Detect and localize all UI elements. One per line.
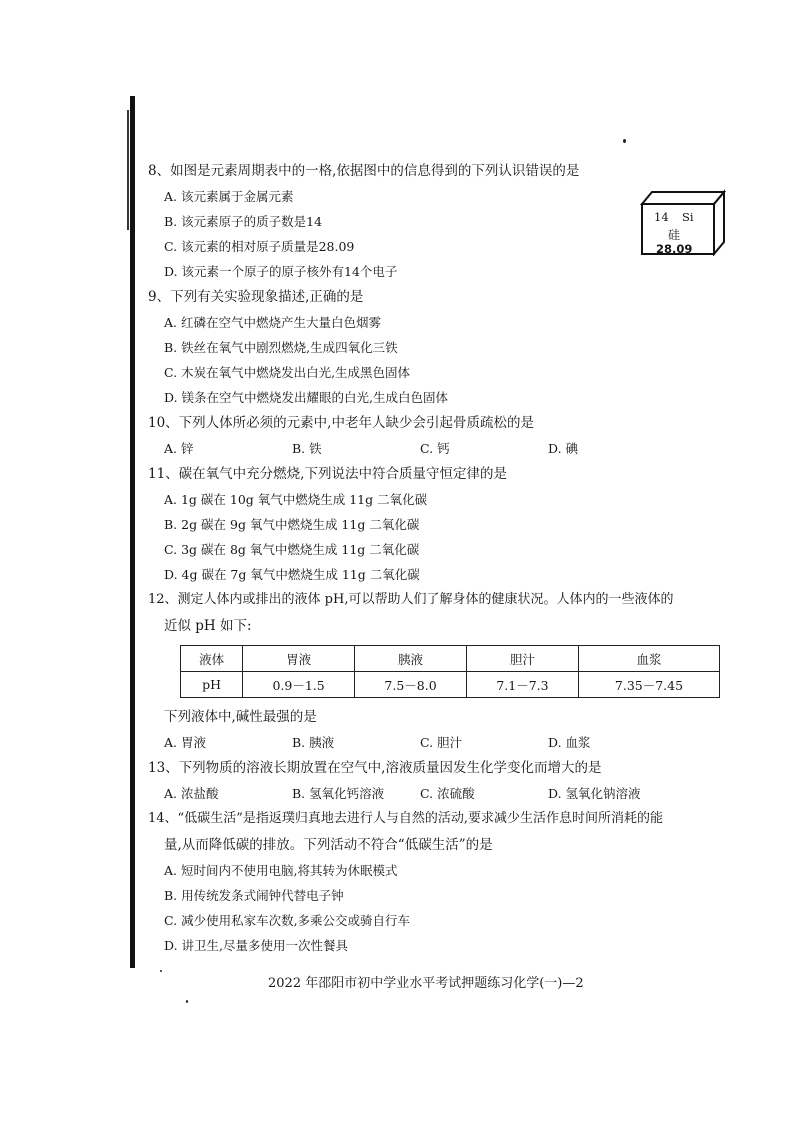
table-header-cell: 液体 <box>181 646 243 672</box>
option-a: A. 该元素属于金属元素 <box>164 189 294 204</box>
option-d: D. 血浆 <box>548 735 591 750</box>
scan-speck <box>623 139 626 143</box>
element-symbol: Si <box>682 210 694 224</box>
option-a: A. 1g 碳在 10g 氧气中燃烧生成 11g 二氧化碳 <box>164 492 428 507</box>
question-8 <box>148 158 738 284</box>
scan-speck <box>160 970 162 972</box>
page-footer: 2022 年邵阳市初中学业水平考试押题练习化学(一)—2 <box>268 976 584 991</box>
option-c: C. 该元素的相对原子质量是28.09 <box>164 239 355 254</box>
option-b: B. 胰液 <box>292 735 335 750</box>
question-9-stem: 9、下列有关实验现象描述,正确的是 <box>148 289 364 305</box>
option-c: C. 减少使用私家车次数,多乘公交或骑自行车 <box>164 913 411 928</box>
question-13-options <box>148 781 738 806</box>
question-14-stem-line1: 14、“低碳生活”是指返璞归真地去进行人与自然的活动,要求减少生活作息时间所消耗的能 <box>148 811 663 826</box>
question-10 <box>148 410 738 461</box>
question-14-stem-line2: 量,从而降低碳的排放。下列活动不符合“低碳生活”的是 <box>164 837 493 853</box>
question-10-options <box>148 436 738 461</box>
option-a: A. 短时间内不使用电脑,将其转为休眠模式 <box>164 863 398 878</box>
question-10-stem: 10、下列人体所必须的元素中,中老年人缺少会引起骨质疏松的是 <box>148 415 534 431</box>
question-11-options <box>148 487 738 587</box>
option-d: D. 该元素一个原子的原子核外有14个电子 <box>164 264 398 279</box>
table-cell: 7.1－7.3 <box>467 672 579 698</box>
question-12-options <box>148 730 738 755</box>
table-cell: 7.35－7.45 <box>578 672 719 698</box>
option-d: D. 4g 碳在 7g 氧气中燃烧生成 11g 二氧化碳 <box>164 567 420 582</box>
option-b: B. 该元素原子的质子数是14 <box>164 214 323 229</box>
option-c: C. 木炭在氧气中燃烧发出白光,生成黑色固体 <box>164 365 411 380</box>
option-c: C. 浓硫酸 <box>420 786 475 801</box>
option-a: A. 浓盐酸 <box>164 786 219 801</box>
scan-speck <box>186 1000 188 1003</box>
table-header-cell: 胰液 <box>355 646 467 672</box>
table-cell: 7.5－8.0 <box>355 672 467 698</box>
option-a: A. 胃液 <box>164 735 206 750</box>
question-9-options <box>148 310 738 410</box>
question-11-stem: 11、碳在氧气中充分燃烧,下列说法中符合质量守恒定律的是 <box>148 466 507 482</box>
question-12-stem-line1: 12、测定人体内或排出的液体 pH,可以帮助人们了解身体的健康状况。人体内的一些液体的 <box>148 592 674 607</box>
option-b: B. 铁 <box>292 441 322 456</box>
table-header-cell: 血浆 <box>578 646 719 672</box>
question-13 <box>148 755 738 806</box>
table-header-row <box>181 646 720 672</box>
table-cell: pH <box>181 672 243 698</box>
option-c: C. 胆汁 <box>420 735 463 750</box>
question-12-stem-line2: 近似 pH 如下: <box>164 618 252 634</box>
question-14-options <box>148 858 738 958</box>
table-header-cell: 胃液 <box>243 646 355 672</box>
element-name: 硅 <box>668 228 681 242</box>
periodic-table-cell <box>640 188 728 256</box>
table-header-cell: 胆汁 <box>467 646 579 672</box>
question-8-stem: 8、如图是元素周期表中的一格,依据图中的信息得到的下列认识错误的是 <box>148 163 580 179</box>
question-13-stem: 13、下列物质的溶液长期放置在空气中,溶液质量因发生化学变化而增大的是 <box>148 760 602 776</box>
table-row <box>181 672 720 698</box>
option-a: A. 红磷在空气中燃烧产生大量白色烟雾 <box>164 315 381 330</box>
question-9 <box>148 284 738 410</box>
option-b: B. 2g 碳在 9g 氧气中燃烧生成 11g 二氧化碳 <box>164 517 420 532</box>
question-12-ask: 下列液体中,碱性最强的是 <box>164 709 317 725</box>
option-d: D. 镁条在空气中燃烧发出耀眼的白光,生成白色固体 <box>164 390 448 405</box>
table-cell: 0.9－1.5 <box>243 672 355 698</box>
option-a: A. 锌 <box>164 441 194 456</box>
ph-table <box>180 645 720 698</box>
question-11 <box>148 461 738 587</box>
option-d: D. 碘 <box>548 441 579 456</box>
atomic-mass: 28.09 <box>656 242 693 256</box>
option-b: B. 氢氧化钙溶液 <box>292 786 385 801</box>
question-14 <box>148 806 738 958</box>
option-c: C. 3g 碳在 8g 氧气中燃烧生成 11g 二氧化碳 <box>164 542 420 557</box>
scan-binding-edge-shadow <box>127 110 129 230</box>
option-c: C. 钙 <box>420 441 450 456</box>
option-b: B. 用传统发条式闹钟代替电子钟 <box>164 888 344 903</box>
option-d: D. 讲卫生,尽量多使用一次性餐具 <box>164 938 348 953</box>
atomic-number: 14 <box>654 210 669 224</box>
option-b: B. 铁丝在氧气中剧烈燃烧,生成四氧化三铁 <box>164 340 398 355</box>
question-12 <box>148 587 738 755</box>
option-d: D. 氢氧化钠溶液 <box>548 786 641 801</box>
scan-binding-edge <box>130 96 135 968</box>
exam-page-content <box>148 158 738 958</box>
